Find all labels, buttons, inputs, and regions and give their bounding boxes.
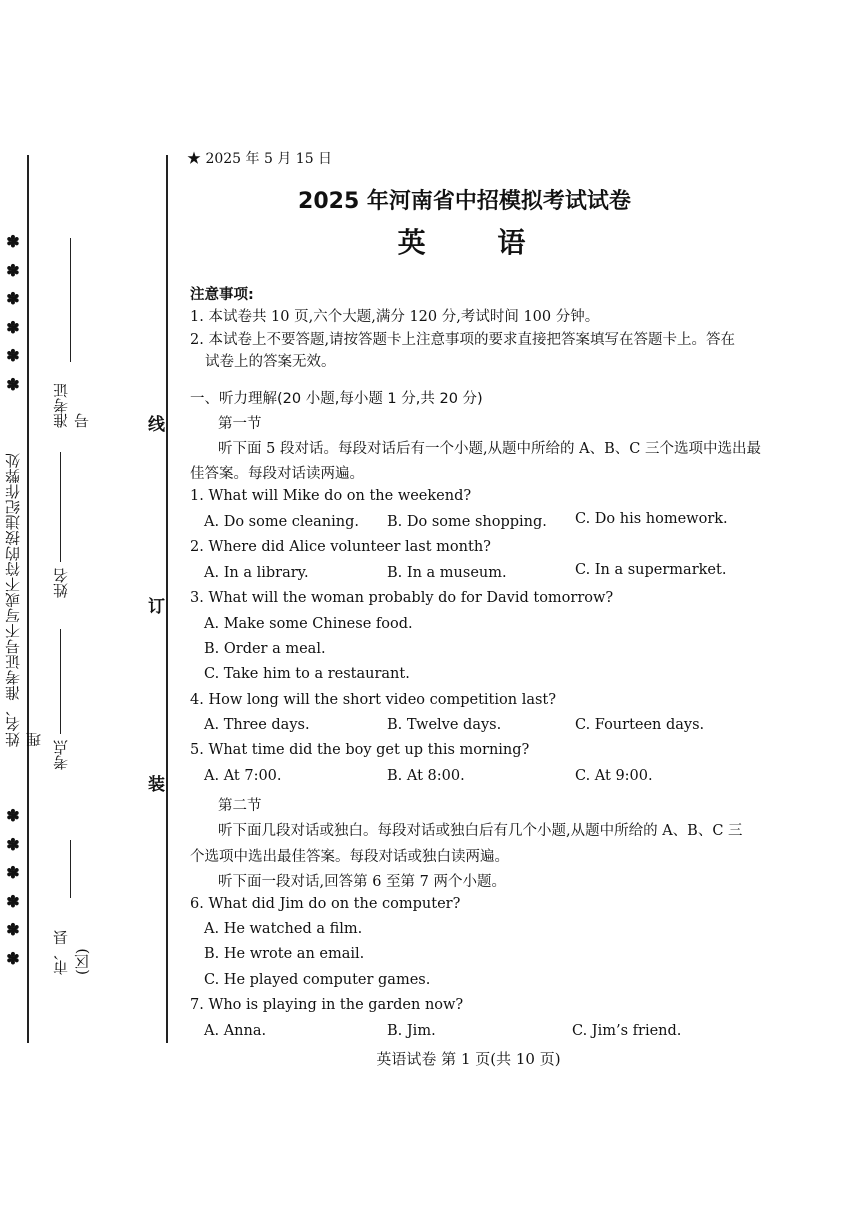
part2-instruction-cont: 个选项中选出最佳答案。每段对话或独白读两遍。 — [190, 849, 509, 865]
part1-instruction-cont: 佳答案。每段对话读两遍。 — [190, 466, 364, 482]
q5-option-c: C. At 9:00. — [575, 768, 653, 784]
binding-notice: 姓名、准考证号不写或不符的按违纪作弊处理 — [4, 452, 43, 747]
exam-site-blank[interactable] — [60, 629, 61, 734]
q6-option-c: C. He played computer games. — [204, 972, 431, 988]
exam-number-field[interactable] — [50, 238, 92, 428]
section-heading: 一、听力理解(20 小题,每小题 1 分,共 20 分) — [190, 391, 483, 407]
city-county-blank[interactable] — [71, 840, 72, 898]
city-county-field[interactable] — [50, 840, 92, 975]
exam-title: 2025 年河南省中招模拟考试试卷 — [298, 189, 631, 214]
question-4: 4. How long will the short video competition last? — [190, 692, 557, 708]
name-blank[interactable] — [60, 452, 61, 562]
part1-label: 第一节 — [218, 416, 262, 432]
note-item-2-cont: 试卷上的答案无效。 — [205, 354, 336, 370]
part1-instruction: 听下面 5 段对话。每段对话后有一个小题,从题中所给的 A、B、C 三个选项中选出最 — [218, 441, 761, 457]
q4-option-c: C. Fourteen days. — [575, 717, 705, 733]
q1-option-c: C. Do his homework. — [575, 511, 728, 527]
page-footer: 英语试卷 第 1 页(共 10 页) — [376, 1050, 561, 1068]
name-label: 姓名 — [52, 568, 70, 598]
q7-option-b: B. Jim. — [387, 1023, 436, 1039]
q3-option-c: C. Take him to a restaurant. — [204, 666, 410, 682]
city-county-label: 市、县(区) — [52, 930, 91, 975]
q6-option-a: A. He watched a film. — [204, 921, 363, 937]
question-1: 1. What will Mike do on the weekend? — [190, 488, 472, 504]
binding-stars-top: ✽ ✽ ✽ ✽ ✽ ✽ — [6, 232, 20, 394]
note-item-2: 2. 本试卷上不要答题,请按答题卡上注意事项的要求直接把答案填写在答题卡上。答在 — [190, 332, 736, 348]
q3-option-b: B. Order a meal. — [204, 641, 326, 657]
name-field[interactable] — [50, 438, 71, 598]
q4-option-b: B. Twelve days. — [387, 717, 502, 733]
question-6: 6. What did Jim do on the computer? — [190, 896, 461, 912]
question-5: 5. What time did the boy get up this morning? — [190, 742, 530, 758]
q2-option-c: C. In a supermarket. — [575, 562, 727, 578]
question-7: 7. Who is playing in the garden now? — [190, 997, 464, 1013]
binding-stars-bottom: ✽ ✽ ✽ ✽ ✽ ✽ — [6, 806, 20, 968]
bind-char-staple: 订 — [148, 597, 165, 617]
part2-lead: 听下面一段对话,回答第 6 至第 7 两个小题。 — [218, 874, 506, 890]
q1-option-a: A. Do some cleaning. — [204, 514, 359, 530]
bind-char-bind: 装 — [148, 775, 165, 795]
binding-inner-line — [166, 155, 168, 1043]
q2-option-a: A. In a library. — [204, 565, 309, 581]
part2-instruction: 听下面几段对话或独白。每段对话或独白后有几个小题,从题中所给的 A、B、C 三 — [218, 823, 743, 839]
q6-option-b: B. He wrote an email. — [204, 946, 365, 962]
q5-option-a: A. At 7:00. — [204, 768, 282, 784]
exam-site-field[interactable] — [50, 625, 71, 770]
q2-option-b: B. In a museum. — [387, 565, 507, 581]
exam-site-label: 考点 — [52, 740, 70, 770]
q1-option-b: B. Do some shopping. — [387, 514, 547, 530]
question-2: 2. Where did Alice volunteer last month? — [190, 539, 491, 555]
bind-char-line: 线 — [148, 415, 165, 435]
q7-option-c: C. Jim’s friend. — [572, 1023, 682, 1039]
part2-label: 第二节 — [218, 798, 262, 814]
exam-number-label: 准考证号 — [52, 383, 91, 428]
q4-option-a: A. Three days. — [204, 717, 310, 733]
exam-date: ★ 2025 年 5 月 15 日 — [187, 151, 333, 167]
q3-option-a: A. Make some Chinese food. — [204, 616, 413, 632]
q7-option-a: A. Anna. — [204, 1023, 267, 1039]
notes-heading: 注意事项: — [190, 287, 254, 303]
note-item-1: 1. 本试卷共 10 页,六个大题,满分 120 分,考试时间 100 分钟。 — [190, 309, 600, 325]
subject-title: 英 语 — [397, 226, 532, 259]
q5-option-b: B. At 8:00. — [387, 768, 465, 784]
question-3: 3. What will the woman probably do for David tomorrow? — [190, 590, 614, 606]
